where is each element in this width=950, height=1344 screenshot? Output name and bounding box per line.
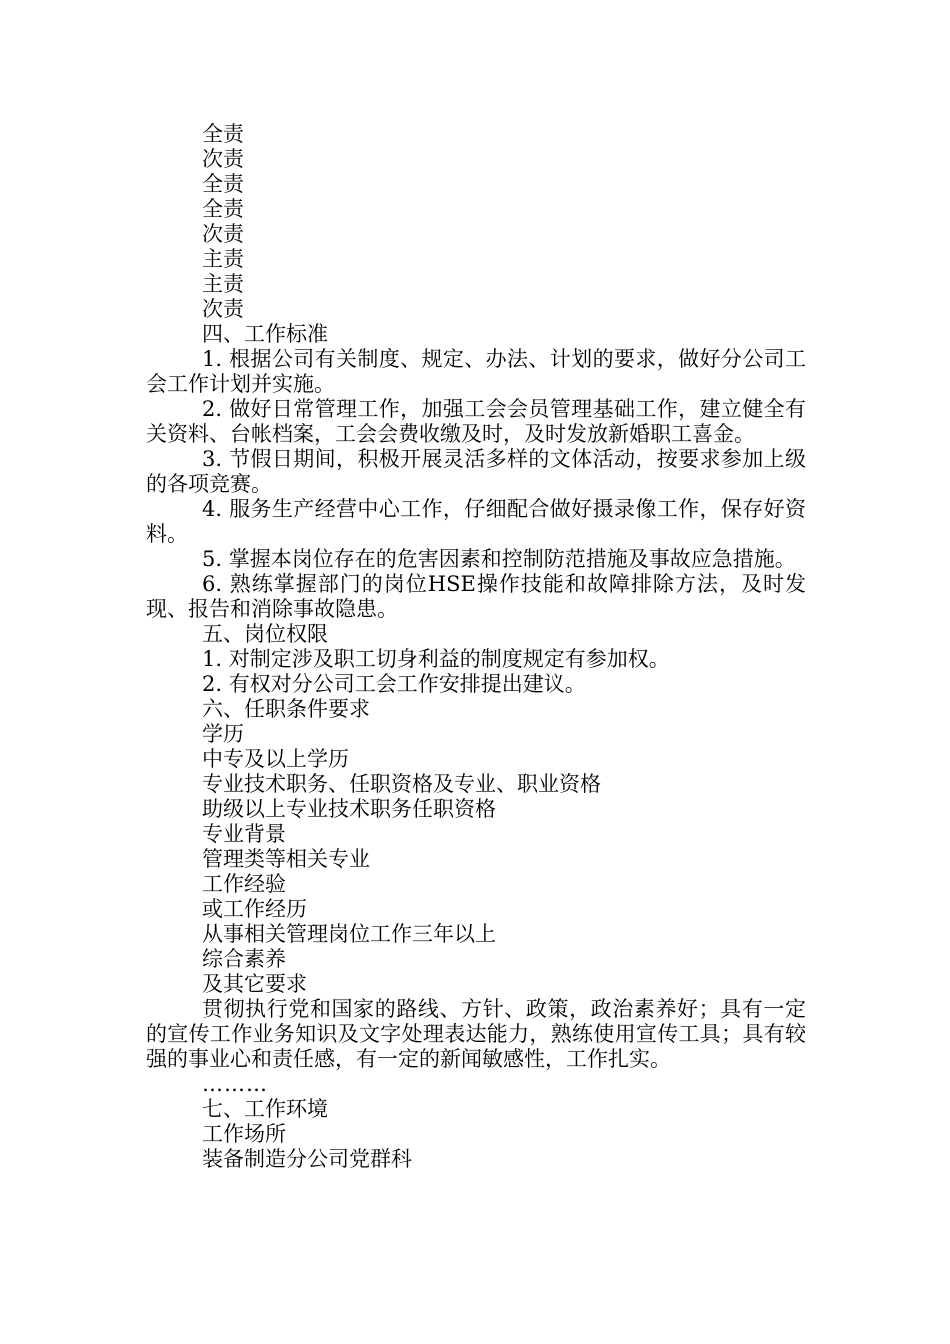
qualification-line: 或工作经历 [202, 897, 307, 921]
authority-item: 1. 对制定涉及职工切身利益的制度规定有参加权。 [202, 647, 670, 671]
responsibility-item: 全责 [202, 197, 244, 221]
standard-item: 6. 熟练掌握部门的岗位HSE操作技能和故障排除方法，及时发现、报告和消除事故隐患。 [146, 572, 806, 621]
responsibility-item: 全责 [202, 172, 244, 196]
responsibility-item: 次责 [202, 147, 244, 171]
responsibility-item: 主责 [202, 247, 244, 271]
qualification-line: 从事相关管理岗位工作三年以上 [202, 922, 496, 946]
responsibility-item: 次责 [202, 297, 244, 321]
qualification-line: 中专及以上学历 [202, 747, 349, 771]
qualification-line: 综合素养 [202, 947, 286, 971]
responsibility-list [146, 122, 806, 322]
qualification-line: 学历 [202, 722, 244, 746]
environment-line: 装备制造分公司党群科 [202, 1147, 412, 1171]
authority-item: 2. 有权对分公司工会工作安排提出建议。 [202, 672, 586, 696]
qualification-line: 工作经验 [202, 872, 286, 896]
section-heading: 六、任职条件要求 [202, 697, 370, 721]
section-heading: 五、岗位权限 [202, 622, 328, 646]
standard-item: 1. 根据公司有关制度、规定、办法、计划的要求，做好分公司工会工作计划并实施。 [146, 347, 806, 396]
section-qualifications [146, 697, 806, 1097]
qualification-line: 专业背景 [202, 822, 286, 846]
qualification-line: 及其它要求 [202, 972, 307, 996]
standard-item: 5. 掌握本岗位存在的危害因素和控制防范措施及事故应急措施。 [202, 547, 796, 571]
section-heading: 四、工作标准 [202, 322, 328, 346]
section-work-environment [146, 1097, 806, 1172]
standard-item: 4. 服务生产经营中心工作，仔细配合做好摄录像工作，保存好资料。 [146, 497, 806, 546]
section-authority [146, 622, 806, 697]
environment-line: 工作场所 [202, 1122, 286, 1146]
responsibility-item: 次责 [202, 222, 244, 246]
section-heading: 七、工作环境 [202, 1097, 328, 1121]
section-work-standards [146, 322, 806, 622]
document-page [146, 122, 806, 1172]
responsibility-item: 全责 [202, 122, 244, 146]
qualification-paragraph: 贯彻执行党和国家的路线、方针、政策，政治素养好；具有一定的宣传工作业务知识及文字处理表达能力，熟练使用宣传工具；具有较强的事业心和责任感，有一定的新闻敏感性，工作扎实。 [146, 997, 806, 1071]
qualification-line: 助级以上专业技术职务任职资格 [202, 797, 496, 821]
qualification-line: 管理类等相关专业 [202, 847, 370, 871]
qualification-line: 专业技术职务、任职资格及专业、职业资格 [202, 772, 601, 796]
standard-item: 2. 做好日常管理工作，加强工会会员管理基础工作，建立健全有关资料、台帐档案，工会会费收缴及时，及时发放新婚职工喜金。 [146, 397, 806, 446]
responsibility-item: 主责 [202, 272, 244, 296]
standard-item: 3. 节假日期间，积极开展灵活多样的文体活动，按要求参加上级的各项竞赛。 [146, 447, 806, 496]
ellipsis: ……… [202, 1072, 268, 1096]
